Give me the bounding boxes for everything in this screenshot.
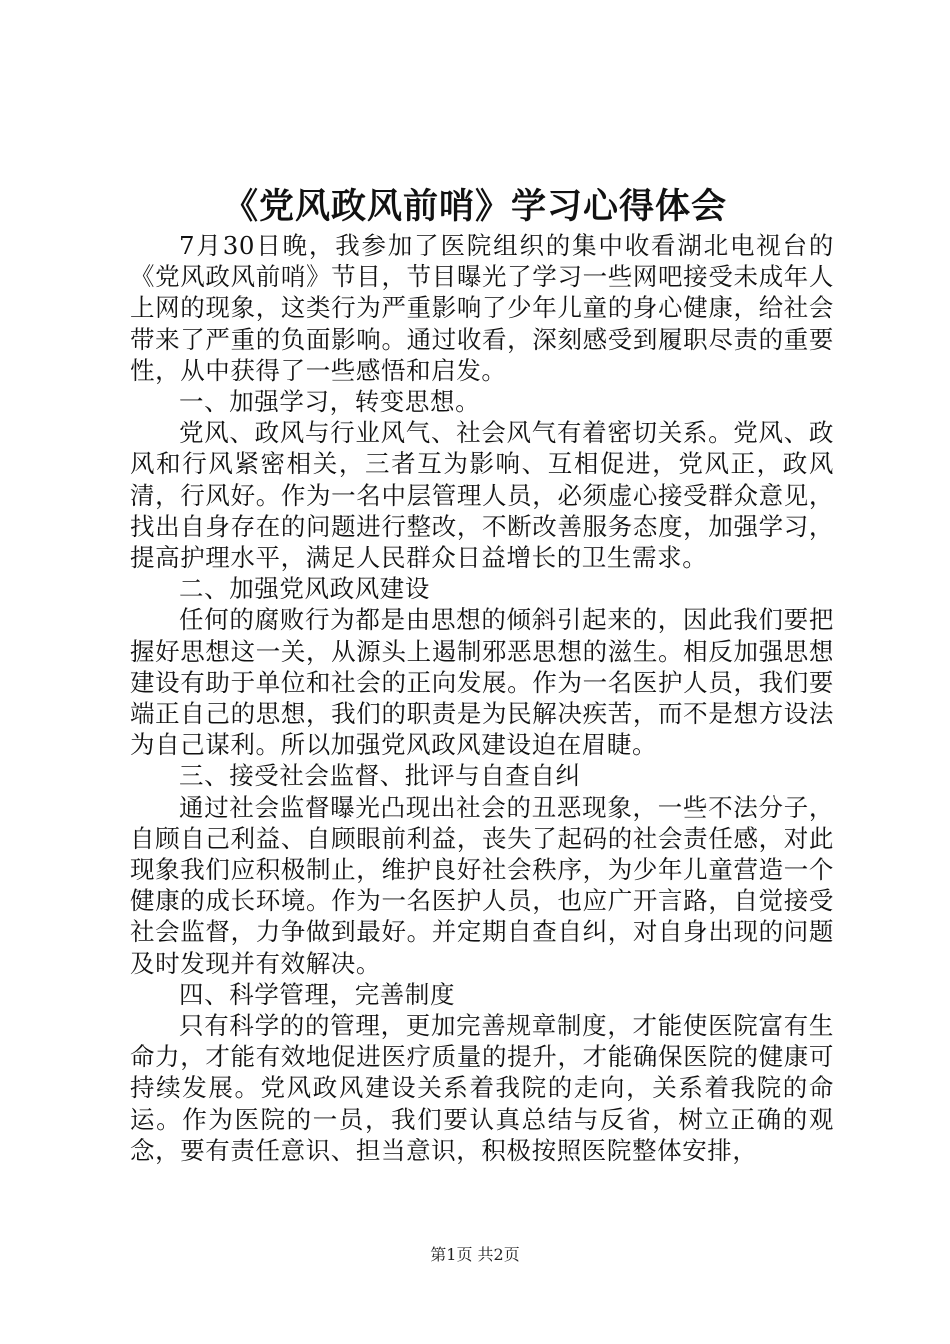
section-heading-4: 四、科学管理，完善制度	[179, 979, 456, 1009]
document-body	[130, 230, 834, 1166]
section-paragraph-4: 只有科学的的管理，更加完善规章制度，才能使医院富有生命力，才能有效地促进医疗质量的提升，才能确保医院的健康可持续发展。党风政风建设关系着我院的走向，关系着我院的命运。作为医院的一员，我们要认真总结与反省，树立正确的观念，要有责任意识、担当意识，积极按照医院整体安排，	[130, 1011, 834, 1165]
section-paragraph-1: 党风、政风与行业风气、社会风气有着密切关系。党风、政风和行风紧密相关，三者互为影响、互相促进，党风正，政风清，行风好。作为一名中层管理人员，必须虚心接受群众意见，找出自身存在的问题进行整改，不断改善服务态度，加强学习，提高护理水平，满足人民群众日益增长的卫生需求。	[130, 418, 834, 573]
section-paragraph-3: 通过社会监督曝光凸现出社会的丑恶现象，一些不法分子，自顾自己利益、自顾眼前利益，丧失了起码的社会责任感，对此现象我们应积极制止，维护良好社会秩序，为少年儿童营造一个健康的成长环境。作为一名医护人员，也应广开言路，自觉接受社会监督，力争做到最好。并定期自查自纠，对自身出现的问题及时发现并有效解决。	[130, 792, 834, 978]
section-heading-3: 三、接受社会监督、批评与自查自纠	[179, 761, 581, 791]
section-heading-2: 二、加强党风政风建设	[179, 574, 430, 604]
intro-paragraph: 7月30日晚，我参加了医院组织的集中收看湖北电视台的《党风政风前哨》节目，节目曝光了学习一些网吧接受未成年人上网的现象，这类行为严重影响了少年儿童的身心健康，给社会带来了严重的负面影响。通过收看，深刻感受到履职尽责的重要性，从中获得了一些感悟和启发。	[130, 231, 834, 385]
section-heading-1: 一、加强学习，转变思想。	[179, 387, 481, 417]
section-paragraph-2: 任何的腐败行为都是由思想的倾斜引起来的，因此我们要把握好思想这一关，从源头上遏制邪恶思想的滋生。相反加强思想建设有助于单位和社会的正向发展。作为一名医护人员，我们要端正自己的思想，我们的职责是为民解决疾苦，而不是想方设法为自己谋利。所以加强党风政风建设迫在眉睫。	[130, 605, 834, 760]
document-title: 《党风政风前哨》学习心得体会	[222, 186, 727, 227]
page-footer: 第1页 共2页	[430, 1245, 520, 1264]
